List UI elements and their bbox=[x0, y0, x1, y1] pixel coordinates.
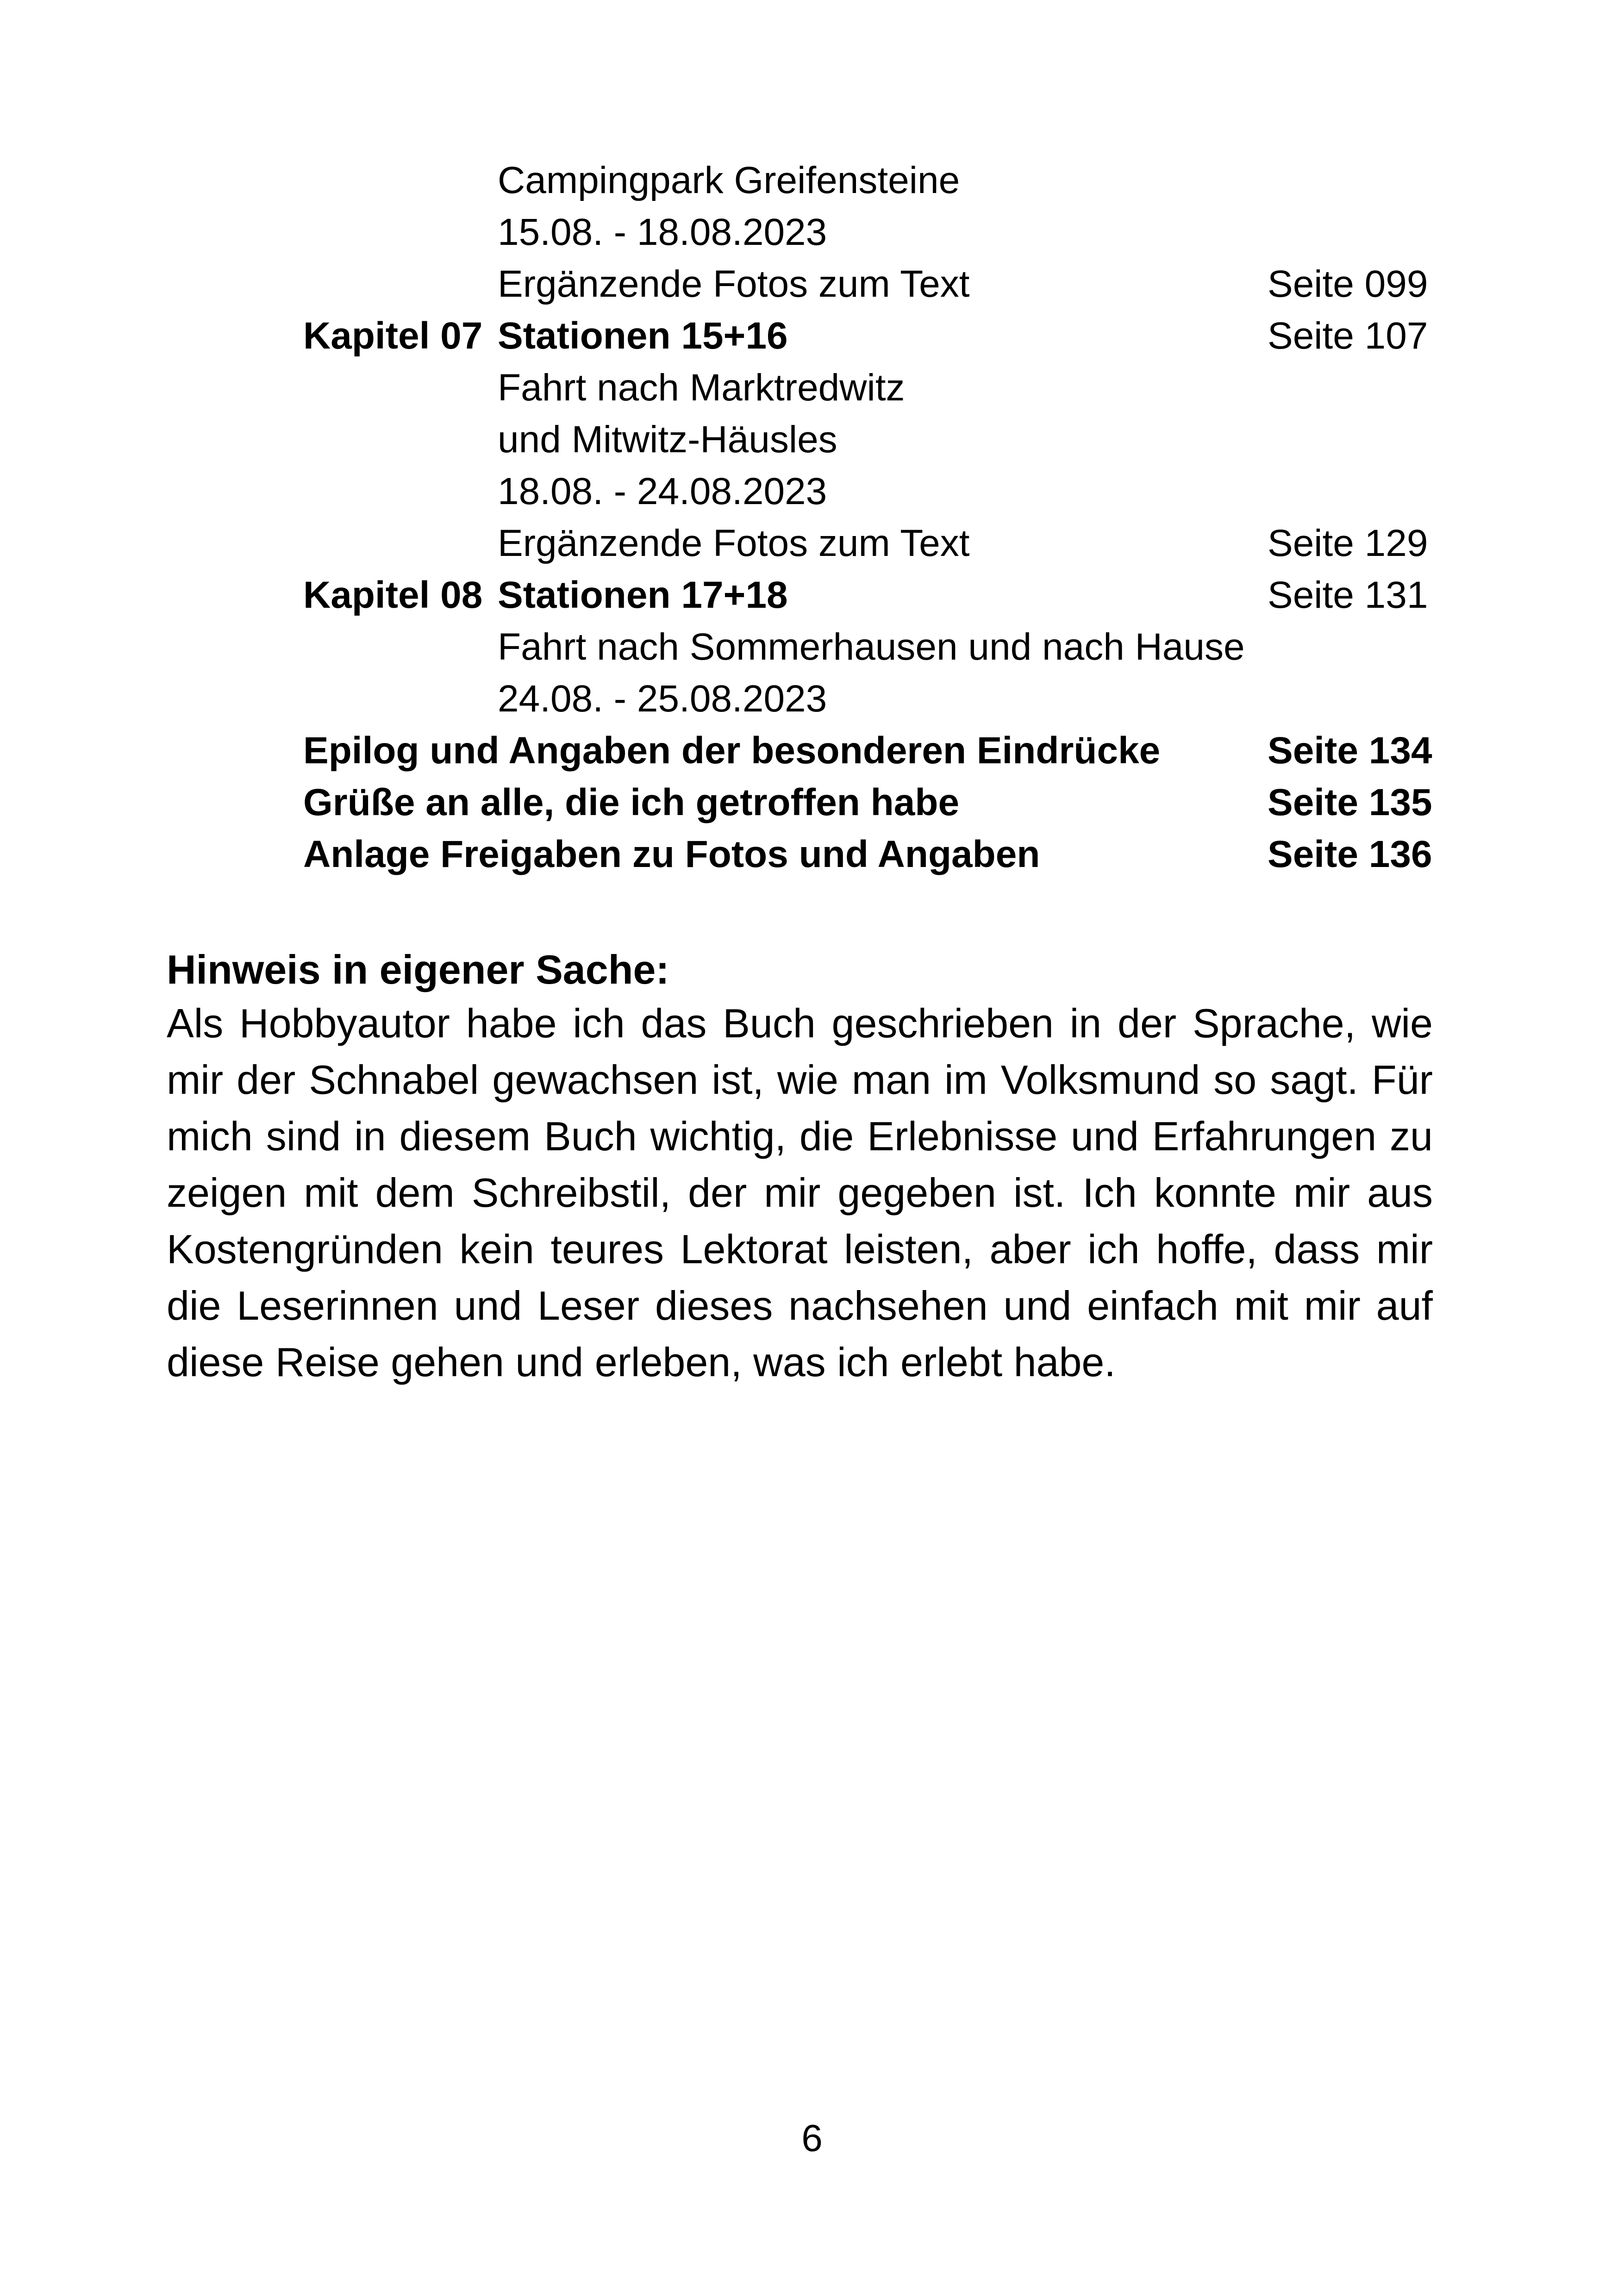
note-paragraph: Als Hobbyautor habe ich das Buch geschrieben in der Sprache, wie mir der Schnabel gewachsen ist, wie man im Volksmund so sagt. Für mich sind in diesem Buch wichtig, die Erlebnisse und Erfahrungen zu zeigen mit dem Schreibstil, der mir gegeben ist. Ich konnte mir aus Kostengründen kein teures Lektorat leisten, aber ich hoffe, dass mir die Leserinnen und Leser dieses nachsehen und einfach mit mir auf diese Reise gehen und erleben, was ich erlebt habe. bbox=[167, 1000, 1433, 1385]
toc-section-title: Anlage Freigaben zu Fotos und Angaben bbox=[303, 833, 1040, 875]
toc-chapter-title: Stationen 15+16 bbox=[498, 315, 788, 357]
toc-entry-title: Campingpark Greifensteine bbox=[498, 159, 960, 201]
page-number: 6 bbox=[801, 2117, 823, 2159]
toc-entry-page: Seite 129 bbox=[1268, 522, 1428, 564]
toc-entry-page: Seite 134 bbox=[1268, 730, 1432, 772]
table-of-contents bbox=[0, 0, 1624, 926]
toc-entry-title: Ergänzende Fotos zum Text bbox=[498, 263, 970, 305]
toc-entry-page: Seite 136 bbox=[1268, 833, 1432, 875]
toc-entry-title: Ergänzende Fotos zum Text bbox=[498, 522, 970, 564]
note-heading: Hinweis in eigener Sache: bbox=[167, 947, 669, 992]
toc-entry-title: 15.08. - 18.08.2023 bbox=[498, 211, 827, 253]
toc-chapter-label: Kapitel 07 bbox=[303, 315, 483, 357]
toc-chapter-title: Stationen 17+18 bbox=[498, 574, 788, 616]
toc-entry-title: und Mitwitz-Häusles bbox=[498, 418, 837, 461]
toc-entry-page: Seite 135 bbox=[1268, 781, 1432, 823]
toc-entry-title: 24.08. - 25.08.2023 bbox=[498, 678, 827, 720]
toc-chapter-label: Kapitel 08 bbox=[303, 574, 483, 616]
toc-section-title: Grüße an alle, die ich getroffen habe bbox=[303, 781, 960, 823]
toc-entry-page: Seite 107 bbox=[1268, 315, 1428, 357]
toc-entry-page: Seite 099 bbox=[1268, 263, 1428, 305]
toc-section-title: Epilog und Angaben der besonderen Eindrücke bbox=[303, 730, 1161, 772]
toc-entry-title: Fahrt nach Marktredwitz bbox=[498, 367, 905, 409]
toc-entry-title: Fahrt nach Sommerhausen und nach Hause bbox=[498, 626, 1245, 668]
toc-entry-page: Seite 131 bbox=[1268, 574, 1428, 616]
toc-entry-title: 18.08. - 24.08.2023 bbox=[498, 470, 827, 512]
